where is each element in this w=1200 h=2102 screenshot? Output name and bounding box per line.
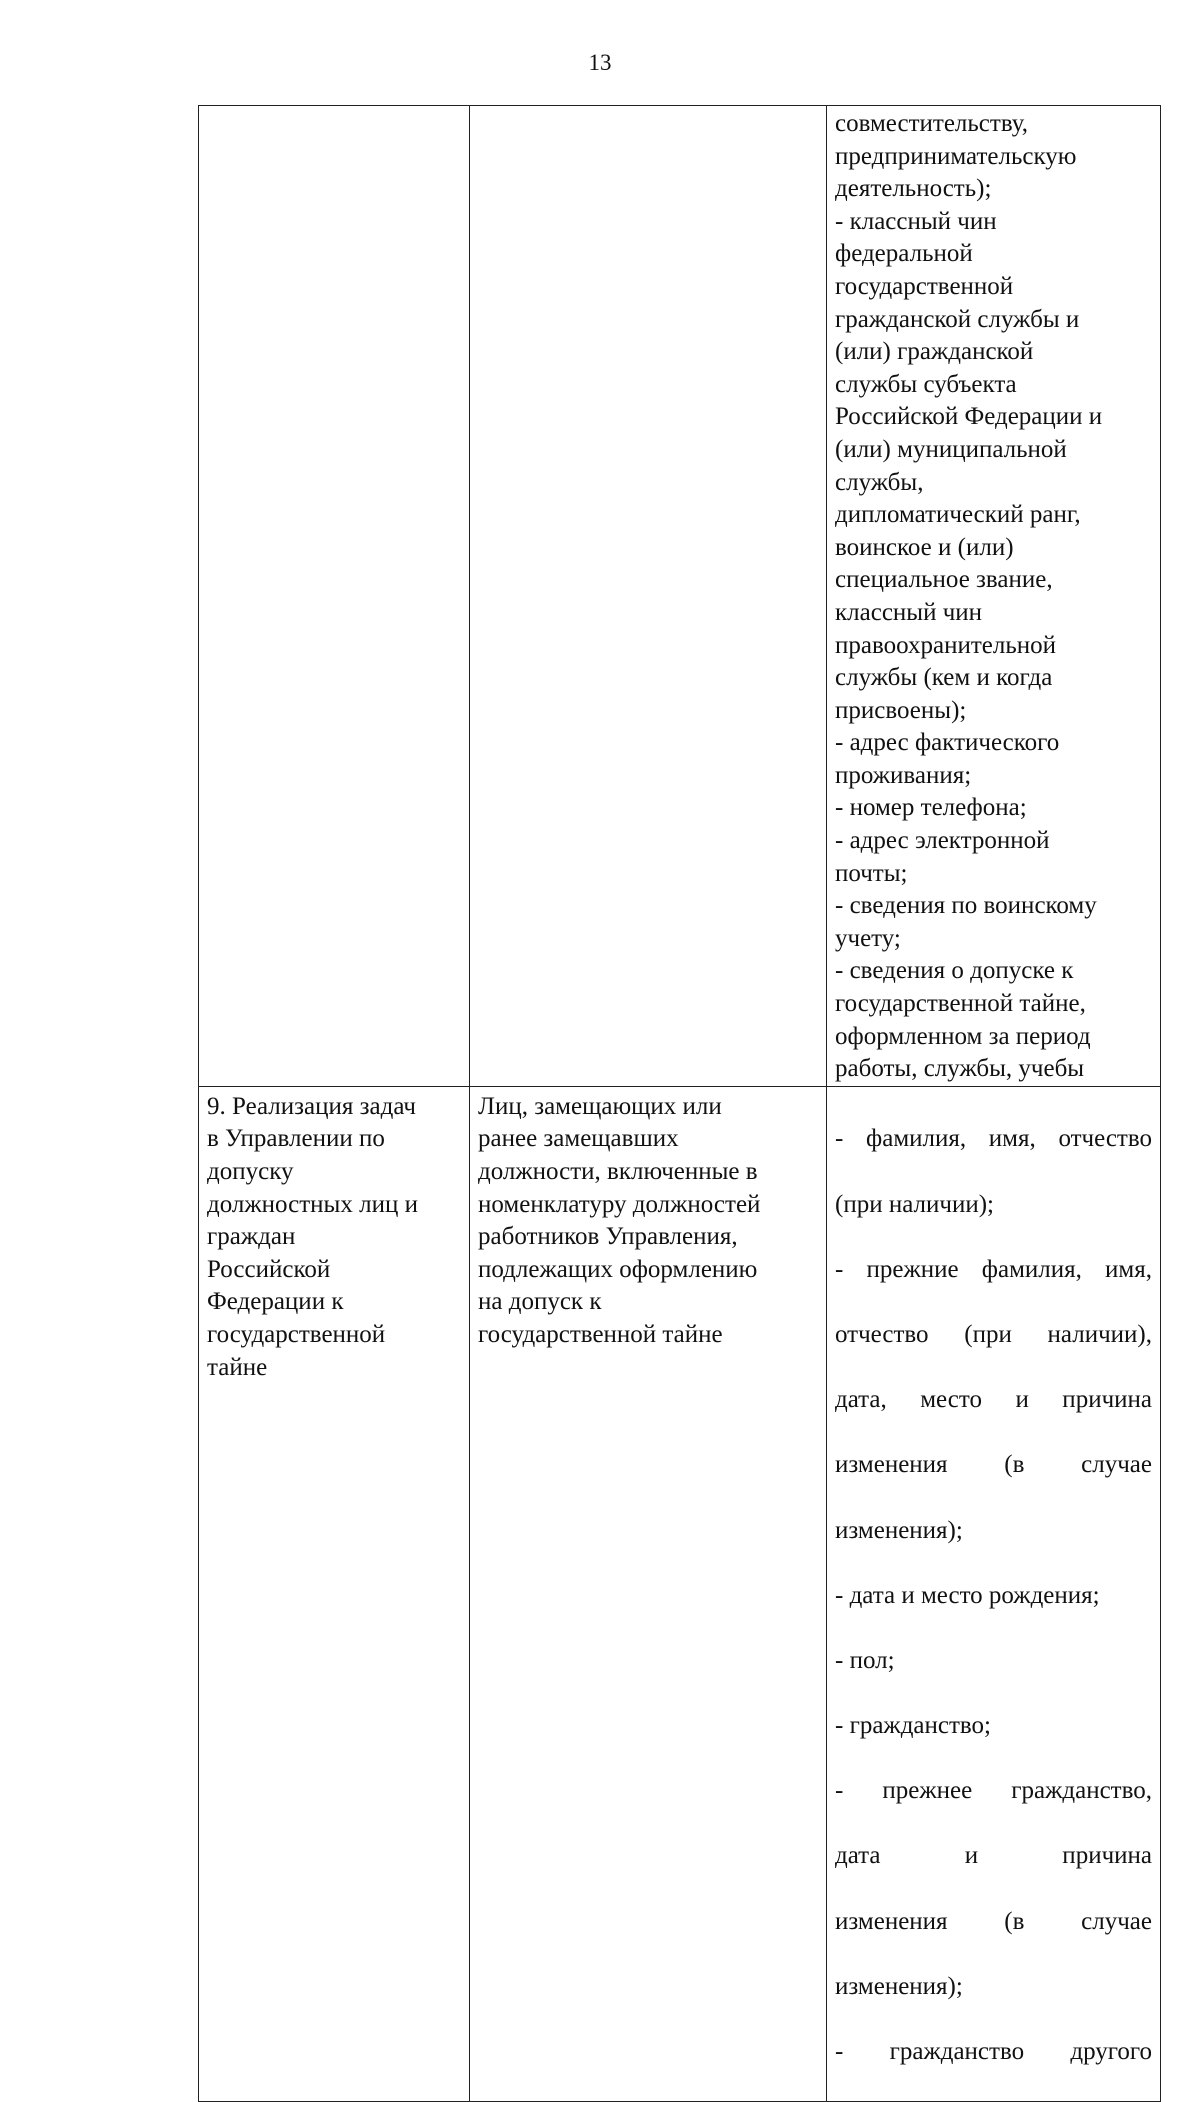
- data-list-line: дата и причина: [835, 1842, 1152, 1870]
- data-list-line: изменения);: [835, 1516, 963, 1544]
- data-list-line: - дата и место рождения;: [835, 1581, 1100, 1609]
- data-list-line: дата, место и причина: [835, 1386, 1152, 1414]
- data-list-line: - прежние фамилия, имя,: [835, 1255, 1152, 1283]
- data-list-line: изменения);: [835, 1972, 963, 2000]
- data-list-line: изменения (в случае: [835, 1451, 1152, 1479]
- subjects-cell: [470, 1086, 827, 2101]
- data-list-cell: [827, 1086, 1161, 2101]
- table-row: [199, 106, 1161, 1087]
- purpose-text: [207, 106, 461, 108]
- subjects-cell: [470, 106, 827, 1087]
- purpose-cell: [199, 1086, 470, 2101]
- data-list-line: - прежнее гражданство,: [835, 1777, 1152, 1805]
- data-list-line: - фамилия, имя, отчество: [835, 1125, 1152, 1153]
- purpose-cell: [199, 106, 470, 1087]
- table-row: [199, 1086, 1161, 2101]
- data-list-text: [835, 1087, 1152, 2101]
- data-list-line: изменения (в случае: [835, 1907, 1152, 1935]
- subjects-text: Лиц, замещающих или ранее замещавших должности, включенные в номенклатуру должностей работников Управления, подлежащих оформлению на допуск к государственной тайне: [478, 1092, 761, 1348]
- data-list-line: - гражданство другого: [835, 2038, 1152, 2066]
- page-number: 13: [588, 50, 612, 75]
- data-list-cell: [827, 106, 1161, 1087]
- data-list-line: отчество (при наличии),: [835, 1320, 1152, 1348]
- purpose-text: 9. Реализация задач в Управлении по допуску должностных лиц и граждан Российской Федерации к государственной тайне: [207, 1092, 418, 1381]
- subjects-text: [478, 106, 818, 108]
- data-list-line: - пол;: [835, 1646, 895, 1674]
- data-list-text: совместительству, предпринимательскую деятельность); - классный чин федеральной государственной гражданской службы и (или) гражданской службы субъекта Российской Федерации и (или) муниципальной службы, дипломатический ранг, воинское и (или) специальное звание, классный чин правоохранительной службы (кем и когда присвоены); - адрес фактического проживания; - номер телефона; - адрес электронной почты; - сведения по воинскому учету; - сведения о допуске к государственной тайне, оформленном за период работы, службы, учебы: [835, 110, 1103, 1083]
- personal-data-table: [198, 105, 1161, 2102]
- data-list-line: - гражданство;: [835, 1712, 991, 1740]
- data-list-line: (при наличии);: [835, 1190, 994, 1218]
